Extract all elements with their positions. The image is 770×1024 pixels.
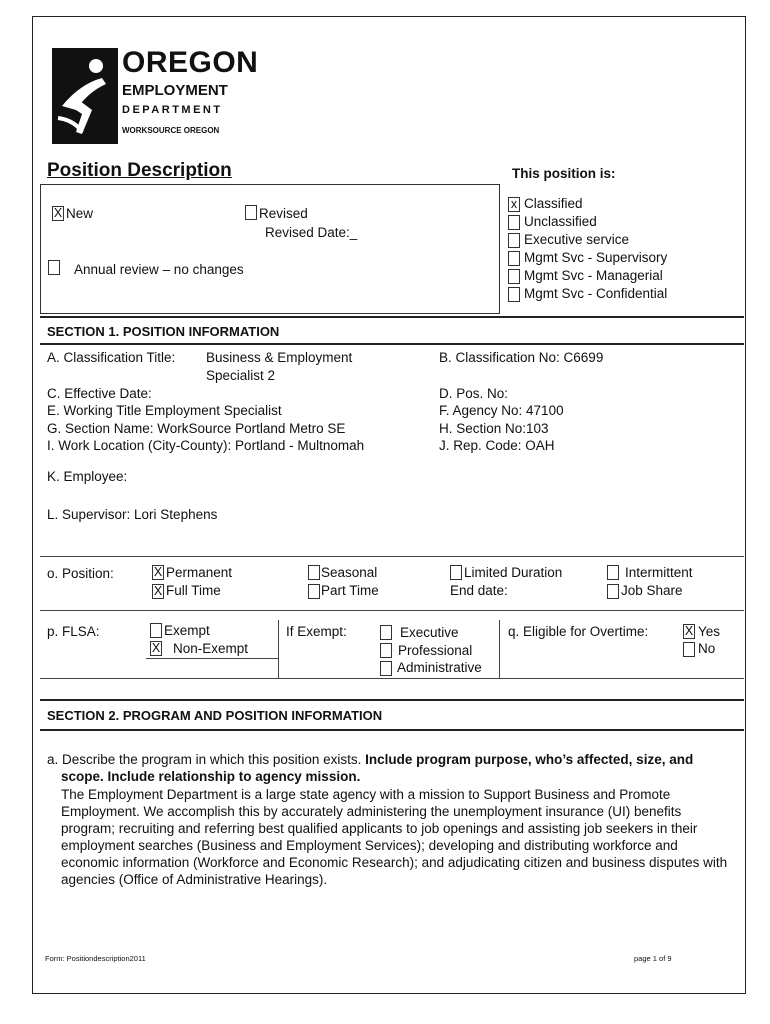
flsa-row-bottom (40, 678, 744, 679)
classification-title-label: A. Classification Title: (47, 350, 176, 365)
overtime-no-checkbox[interactable] (683, 642, 695, 657)
exempt-checkbox[interactable] (150, 623, 162, 638)
intermittent-label: Intermittent (625, 565, 693, 580)
working-title: E. Working Title Employment Specialist (47, 403, 282, 418)
new-label: New (66, 206, 94, 221)
runner-emblem-icon (52, 48, 118, 144)
jobshare-checkbox[interactable] (607, 584, 619, 599)
pos-no: D. Pos. No: (439, 386, 509, 401)
nonexempt-label: Non-Exempt (173, 641, 249, 656)
position-type-list (508, 196, 728, 310)
end-date-label: End date: (450, 583, 508, 598)
overtime-label: q. Eligible for Overtime: (508, 624, 649, 639)
supervisor-field: L. Supervisor: Lori Stephens (47, 507, 218, 522)
parttime-label: Part Time (321, 583, 379, 598)
mgmt-confidential-checkbox[interactable] (508, 287, 520, 302)
mgmt-supervisory-checkbox[interactable] (508, 251, 520, 266)
flsa-label: p. FLSA: (47, 624, 100, 639)
program-prompt-text: a. Describe the program in which this position exists. (47, 752, 366, 767)
seasonal-checkbox[interactable] (308, 565, 320, 580)
logo-department: DEPARTMENT (122, 104, 223, 116)
section-name: G. Section Name: WorkSource Portland Metro SE (47, 421, 346, 436)
intermittent-checkbox[interactable] (607, 565, 619, 580)
seasonal-label: Seasonal (321, 565, 378, 580)
program-prompt-bold: Include program purpose, who’s affected, size, and scope. Include relationship to agency mission. (61, 752, 694, 784)
this-position-is-label: This position is: (512, 166, 616, 181)
nonexempt-checkbox[interactable]: X (151, 641, 161, 655)
section2-heading: SECTION 2. PROGRAM AND POSITION INFORMATION (47, 708, 383, 723)
mgmt-confidential-label: Mgmt Svc - Confidential (524, 286, 668, 301)
unclassified-checkbox[interactable] (508, 215, 520, 230)
flsa-divider-1 (278, 620, 279, 678)
section2-top-rule (40, 699, 744, 701)
permanent-checkbox[interactable]: X (153, 565, 163, 579)
fulltime-checkbox[interactable]: X (153, 584, 163, 598)
administrative-checkbox[interactable] (380, 661, 392, 676)
revised-label: Revised (259, 206, 308, 221)
classification-title-value: Business & Employment (206, 350, 353, 365)
flsa-underline (146, 658, 278, 659)
form-id: Form: Positiondescription2011 (45, 954, 146, 963)
if-exempt-label: If Exempt: (286, 624, 347, 639)
program-description: The Employment Department is a large state agency with a mission to Support Business and Promote Employment. We accomplish this by accurately administering the unemployment insurance (UI) benefits program; recruiting and referring best qualified applicants to job openings and assisting job seekers in their employment searches (Business and Employment Services); developing and distributing workforce and economic information (Workforce and Economic Research); and adjudicating citizen and business disputes with agencies (Office of Administrative Hearings). (61, 787, 728, 887)
logo-oregon: OREGON (122, 46, 259, 79)
logo-employment: EMPLOYMENT (122, 82, 228, 99)
program-prompt (47, 751, 737, 785)
annual-review-checkbox[interactable] (48, 260, 60, 275)
page-number: page 1 of 9 (634, 954, 672, 963)
administrative-label: Administrative (397, 660, 482, 675)
section-no: H. Section No:103 (439, 421, 549, 436)
jobshare-label: Job Share (621, 583, 683, 598)
revised-date-label: Revised Date:_ (265, 225, 358, 240)
annual-review-label: Annual review – no changes (74, 262, 244, 277)
status-box (40, 184, 500, 314)
work-location: I. Work Location (City-County): Portland - Multnomah (47, 438, 365, 453)
overtime-yes-checkbox[interactable]: X (684, 624, 694, 638)
limited-duration-label: Limited Duration (464, 565, 563, 580)
classification-no: B. Classification No: C6699 (439, 350, 604, 365)
overtime-yes-label: Yes (698, 624, 721, 639)
position-row-top (40, 556, 744, 557)
classification-title-value-2: Specialist 2 (206, 368, 276, 383)
flsa-row-top (40, 610, 744, 611)
effective-date: C. Effective Date: (47, 386, 152, 401)
section1-heading: SECTION 1. POSITION INFORMATION (47, 324, 280, 339)
mgmt-supervisory-label: Mgmt Svc - Supervisory (524, 250, 668, 265)
permanent-label: Permanent (166, 565, 233, 580)
professional-label: Professional (398, 643, 473, 658)
agency-logo (52, 46, 259, 148)
employee-field: K. Employee: (47, 469, 128, 484)
limited-duration-checkbox[interactable] (450, 565, 462, 580)
agency-no: F. Agency No: 47100 (439, 403, 564, 418)
rep-code: J. Rep. Code: OAH (439, 438, 555, 453)
section1-bottom-rule (40, 343, 744, 345)
position-label: o. Position: (47, 566, 114, 581)
section1-top-rule (40, 316, 744, 318)
classified-label: Classified (524, 196, 583, 211)
executive-service-checkbox[interactable] (508, 233, 520, 248)
overtime-no-label: No (698, 641, 716, 656)
professional-checkbox[interactable] (380, 643, 392, 658)
flsa-divider-2 (499, 620, 500, 678)
fulltime-label: Full Time (166, 583, 221, 598)
logo-worksource: WORKSOURCE OREGON (122, 126, 220, 135)
unclassified-label: Unclassified (524, 214, 597, 229)
section2-bottom-rule (40, 729, 744, 731)
exempt-label: Exempt (164, 623, 210, 638)
mgmt-managerial-label: Mgmt Svc - Managerial (524, 268, 663, 283)
mgmt-managerial-checkbox[interactable] (508, 269, 520, 284)
page-title: Position Description (47, 160, 232, 181)
executive-checkbox[interactable] (380, 625, 392, 640)
revised-checkbox[interactable] (245, 205, 257, 220)
parttime-checkbox[interactable] (308, 584, 320, 599)
classified-checkbox[interactable]: x (508, 197, 520, 212)
new-checkbox[interactable]: X (53, 206, 63, 220)
executive-service-label: Executive service (524, 232, 630, 247)
executive-label: Executive (400, 625, 459, 640)
